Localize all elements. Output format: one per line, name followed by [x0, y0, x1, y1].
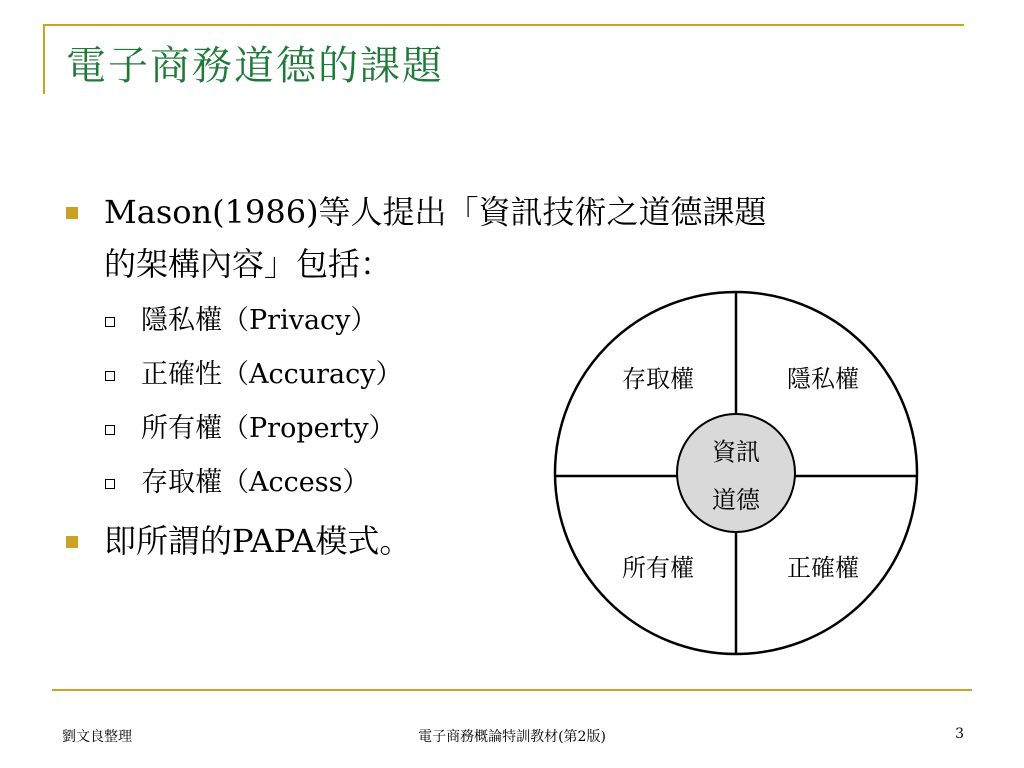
sub-bullet-privacy: 隱私權（Privacy）: [141, 305, 378, 336]
slide-title: 電子商務道德的課題: [66, 43, 444, 89]
sub-bullet-marker: [105, 479, 115, 489]
page-number: 3: [955, 726, 964, 742]
quadrant-top-right-label: 隱私權: [787, 365, 859, 393]
footer-rule: [52, 689, 972, 691]
footer-course: 電子商務概論特訓教材(第2版): [418, 729, 606, 745]
bullet-2: 即所謂的PAPA模式。: [104, 522, 412, 560]
title-rule-left: [43, 24, 45, 94]
center-circle: [677, 414, 795, 532]
sub-bullet-property: 所有權（Property）: [141, 413, 396, 444]
quadrant-top-left-label: 存取權: [622, 365, 694, 393]
center-label-line-1: 資訊: [712, 438, 760, 466]
sub-bullet-marker: [105, 371, 115, 381]
center-label-line-2: 道德: [712, 486, 760, 514]
bullet-1-line-1: Mason(1986)等人提出「資訊技術之道德課題: [104, 193, 767, 231]
quadrant-bottom-left-label: 所有權: [622, 554, 694, 582]
sub-bullet-accuracy: 正確性（Accuracy）: [141, 359, 403, 390]
bullet-1-line-2: 的架構內容」包括：: [104, 245, 393, 283]
sub-bullet-marker: [105, 317, 115, 327]
bullet-marker: [66, 207, 78, 219]
sub-bullet-marker: [105, 425, 115, 435]
title-rule-top: [43, 24, 964, 26]
papa-diagram: [548, 288, 924, 658]
sub-bullet-access: 存取權（Access）: [141, 467, 370, 498]
footer-author: 劉文良整理: [62, 729, 132, 745]
bullet-marker: [66, 536, 78, 548]
quadrant-bottom-right-label: 正確權: [787, 554, 859, 582]
